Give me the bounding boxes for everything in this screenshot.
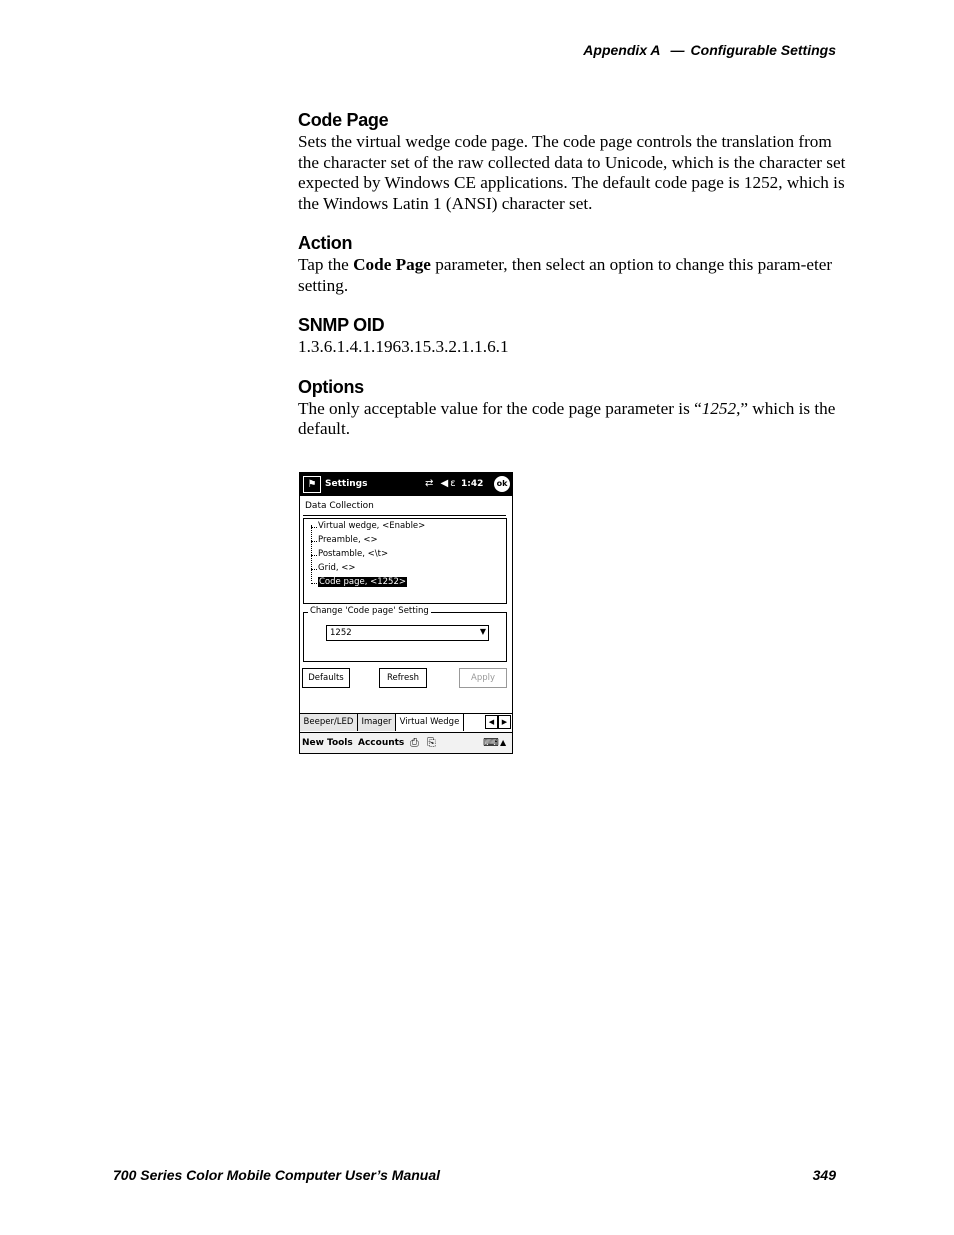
footer-page-number: 349	[812, 1167, 836, 1183]
tree-item-postamble[interactable]: Postamble, <\t>	[318, 549, 389, 559]
apply-button[interactable]: Apply	[459, 668, 507, 688]
tab-scroll-left-icon[interactable]: ◀	[485, 715, 498, 729]
setting-group	[303, 606, 507, 662]
tree-item-virtual-wedge[interactable]: Virtual wedge, <Enable>	[318, 521, 426, 531]
tab-scroll-right-icon[interactable]: ▶	[498, 715, 511, 729]
running-header	[583, 42, 836, 58]
device-screenshot	[299, 472, 513, 754]
windows-flag-icon[interactable]: ⚑	[303, 476, 321, 493]
header-section: Configurable Settings	[690, 42, 836, 58]
action-text-before: Tap the	[298, 255, 354, 274]
tab-virtual-wedge[interactable]: Virtual Wedge	[396, 714, 464, 731]
tree-item-code-page[interactable]: Code page, <1252>	[319, 577, 406, 587]
tree-connector	[311, 527, 317, 528]
menu-accounts[interactable]: Accounts	[358, 738, 405, 748]
panel-title: Data Collection	[305, 501, 374, 511]
tab-bar	[300, 713, 512, 732]
action-bold-term: Code Page	[353, 255, 431, 274]
footer-manual-title: 700 Series Color Mobile Computer User’s Manual	[113, 1167, 441, 1183]
header-appendix: Appendix A	[583, 42, 661, 58]
tree-item-grid[interactable]: Grid, <>	[318, 563, 356, 573]
tree-connector-vertical	[311, 525, 312, 581]
dropdown-arrow-icon[interactable]: ▼	[479, 627, 486, 636]
device-titlebar	[300, 473, 512, 496]
action-text-after: parameter, then select an option to change this param-eter setting.	[298, 255, 833, 295]
tree-item-preamble[interactable]: Preamble, <>	[318, 535, 378, 545]
refresh-button[interactable]: Refresh	[379, 668, 427, 688]
heading-snmp-oid: SNMP OID	[298, 315, 385, 335]
options-description	[298, 399, 846, 440]
code-page-description: Sets the virtual wedge code page. The code page controls the translation from the character set of the raw collected data to Unicode, which is the character set expected by Windows CE applications. The default code page is 1252, which is the Windows Latin 1 (ANSI) character set.	[298, 132, 846, 213]
heading-options: Options	[298, 376, 364, 397]
keyboard-icon[interactable]: ⌨	[483, 736, 499, 749]
options-text-after: ,” which is the default.	[298, 398, 836, 438]
tab-beeper-led[interactable]: Beeper/LED	[300, 714, 358, 731]
menu-new[interactable]: New	[302, 738, 324, 748]
document-icon[interactable]: ⎘	[427, 736, 436, 749]
connectivity-volume-icon[interactable]: ⇄ ◀ε	[425, 478, 458, 489]
tree-connector	[311, 569, 317, 570]
tree-connector	[311, 555, 317, 556]
action-description	[298, 255, 846, 296]
options-text-before: The only acceptable value for the code page parameter is “	[298, 398, 702, 418]
device-title: Settings	[325, 479, 368, 489]
tab-imager[interactable]: Imager	[358, 714, 396, 731]
menu-tools[interactable]: Tools	[327, 738, 353, 748]
main-content	[298, 108, 846, 457]
device-clock[interactable]: 1:42	[461, 479, 484, 489]
tree-connector	[311, 541, 317, 542]
menu-bar	[300, 732, 512, 754]
ok-button[interactable]: ok	[494, 476, 510, 492]
snmp-oid-value: 1.3.6.1.4.1.1963.15.3.2.1.1.6.1	[298, 337, 509, 356]
defaults-button[interactable]: Defaults	[302, 668, 350, 688]
code-page-select[interactable]	[326, 625, 489, 641]
header-dash: —	[670, 42, 685, 58]
settings-tree[interactable]	[303, 518, 507, 604]
options-italic-value: 1252	[701, 398, 737, 418]
heading-action: Action	[298, 233, 353, 253]
sync-icon[interactable]: ⎙	[410, 736, 419, 749]
input-menu-arrow-icon[interactable]: ▲	[500, 738, 507, 747]
group-label: Change 'Code page' Setting	[310, 606, 429, 616]
code-page-select-value: 1252	[330, 628, 352, 638]
tree-connector	[311, 583, 317, 584]
heading-code-page: Code Page	[298, 110, 389, 130]
panel-divider	[303, 515, 506, 516]
